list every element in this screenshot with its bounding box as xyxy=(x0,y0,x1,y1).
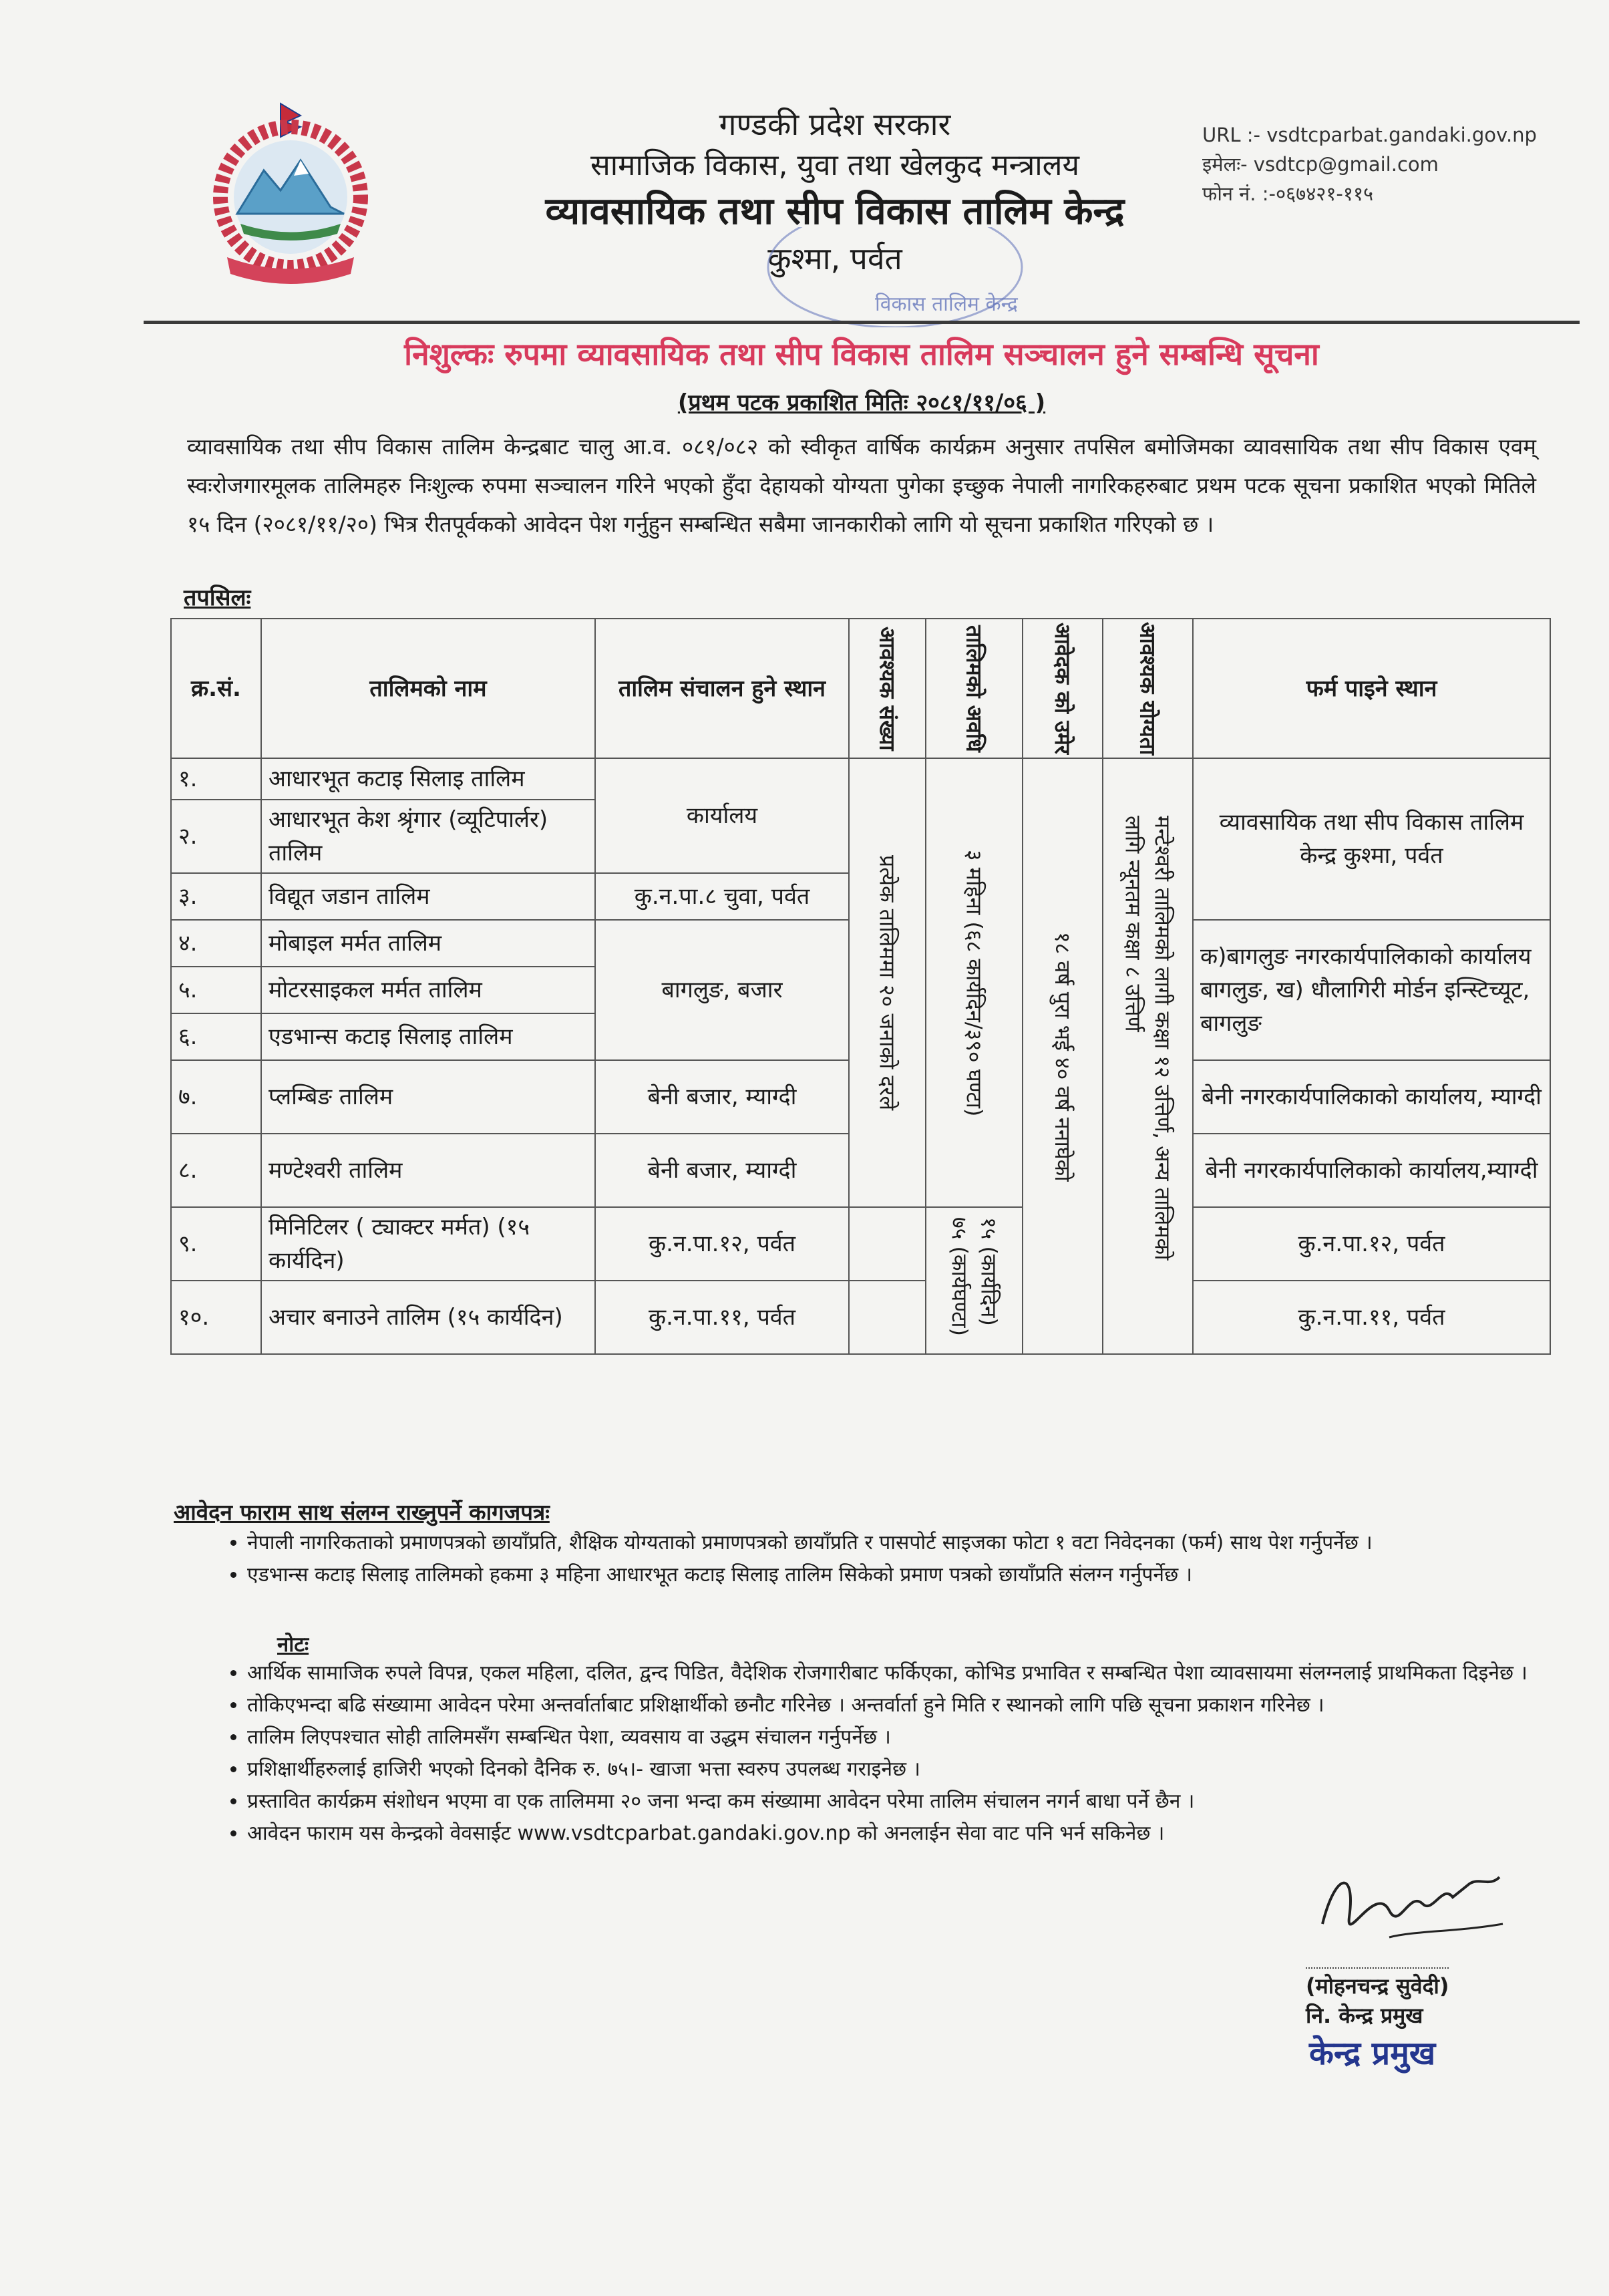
list-item: • प्रशिक्षार्थीहरुलाई हाजिरी भएको दिनको दैनिक रु. ७५।- खाजा भत्ता स्वरुप उपलब्ध गराइनेछ । xyxy=(247,1756,1536,1783)
documents-list xyxy=(227,1530,1536,1594)
row-venue: कु.न.पा.११, पर्वत xyxy=(595,1281,849,1354)
col-header-form-place: फर्म पाइने स्थान xyxy=(1193,619,1550,758)
signatory-block xyxy=(1306,1967,1449,2030)
documents-title: आवेदन फाराम साथ संलग्न राख्नुपर्ने कागजपत्रः xyxy=(174,1499,550,1525)
duration-short-text: १५ (कार्यदिन) ७५ (कार्यघण्टा) xyxy=(946,1217,1002,1337)
row-training-name: आधारभूत कटाइ सिलाइ तालिम xyxy=(261,758,595,800)
row-training-name: आधारभूत केश श्रृंगार (व्यूटिपार्लर) तालिम xyxy=(261,800,595,873)
col-header-qualification xyxy=(1103,619,1193,758)
handwritten-signature-icon xyxy=(1309,1857,1509,1957)
centre-location: कुश्मा, पर्वत xyxy=(767,240,902,277)
age-text: १८ वर्ष पुरा भई ४० वर्ष ननाघेको xyxy=(1050,931,1075,1182)
row-venue: बेनी बजार, म्याग्दी xyxy=(595,1060,849,1134)
col-header-duration xyxy=(926,619,1023,758)
row-qualification xyxy=(1103,758,1193,1354)
col-header-sn: क्र.सं. xyxy=(171,619,261,758)
row-form-place: कु.न.पा.११, पर्वत xyxy=(1193,1281,1550,1354)
signatory-name: (मोहनचन्द्र सुवेदी) xyxy=(1306,1967,1449,2001)
col-header-seats xyxy=(849,619,926,758)
centre-name: व्यावसायिक तथा सीप विकास तालिम केन्द्र xyxy=(545,190,1125,233)
contact-info xyxy=(1202,120,1537,208)
row-sn: २. xyxy=(171,800,261,873)
row-duration xyxy=(926,758,1023,1207)
list-item: • आर्थिक सामाजिक रुपले विपन्न, एकल महिला, दलित, द्वन्द पिडित, वैदेशिक रोजगारीबाट फर्किएका, कोभिड प्रभावित र सम्बन्धित पेशा व्यावसायमा संलग्नलाई प्राथमिकता दिइनेछ । xyxy=(247,1660,1536,1687)
col-header-name: तालिमको नाम xyxy=(261,619,595,758)
row-sn: ७. xyxy=(171,1060,261,1134)
province-name: गण्डकी प्रदेश सरकार xyxy=(719,106,951,142)
row-seats-empty xyxy=(849,1281,926,1354)
row-sn: १०. xyxy=(171,1281,261,1354)
duration-header-text: तालिमको अवधि xyxy=(961,625,987,752)
row-training-name: एडभान्स कटाइ सिलाइ तालिम xyxy=(261,1013,595,1060)
qualification-header-text: आवश्यक योग्यता xyxy=(1135,622,1161,756)
email-address[interactable]: इमेलः- vsdtcp@gmail.com xyxy=(1202,153,1439,176)
row-sn: ६. xyxy=(171,1013,261,1060)
note-label: नोटः xyxy=(277,1633,309,1657)
list-item: • एडभान्स कटाइ सिलाइ तालिमको हकमा ३ महिना आधारभूत कटाइ सिलाइ तालिम सिकेको प्रमाण पत्रको छायाँप्रति संलग्न गर्नुपर्नेछ । xyxy=(247,1562,1536,1589)
row-venue: बेनी बजार, म्याग्दी xyxy=(595,1134,849,1207)
row-sn: ५. xyxy=(171,967,261,1013)
row-training-name: अचार बनाउने तालिम (१५ कार्यदिन) xyxy=(261,1281,595,1354)
row-form-place: बेनी नगरकार्यपालिकाको कार्यालय, म्याग्दी xyxy=(1193,1060,1550,1134)
list-item: • तालिम लिएपश्चात सोही तालिमसँग सम्बन्धित पेशा, व्यवसाय वा उद्धम संचालन गर्नुपर्नेछ । xyxy=(247,1724,1536,1751)
notes-list xyxy=(227,1660,1536,1852)
ministry-name: सामाजिक विकास, युवा तथा खेलकुद मन्त्रालय xyxy=(590,148,1079,182)
publication-date xyxy=(144,386,1580,420)
intro-paragraph: व्यावसायिक तथा सीप विकास तालिम केन्द्रबाट चालु आ.व. ०८१/०८२ को स्वीकृत वार्षिक कार्यक्रम अनुसार तपसिल बमोजिमका व्यावसायिक तथा सीप विकास एवम् स्वःरोजगारमूलक तालिमहरु निःशुल्क रुपमा सञ्चालन गरिने भएको हुँदा देहायको योग्यता पुगेका इच्छुक नेपाली नागरिकहरुबाट प्रथम पटक सूचना प्रकाशित भएको मितिले १५ दिन (२०८१/११/२०) भित्र रीतपूर्वकको आवेदन पेश गर्नुहुन सम्बन्धित सबैमा जानकारीको लागि यो सूचना प्रकाशित गरिएको छ । xyxy=(187,434,1536,537)
publication-date-text: (प्रथम पटक प्रकाशित मितिः २०८१/११/०६ ) xyxy=(677,389,1046,416)
row-training-name: मोटरसाइकल मर्मत तालिम xyxy=(261,967,595,1013)
row-sn: ३. xyxy=(171,873,261,920)
row-venue: कु.न.पा.१२, पर्वत xyxy=(595,1207,849,1281)
schedule-label: तपसिलः xyxy=(184,585,251,611)
row-form-place: क)बागलुङ नगरकार्यपालिकाको कार्यालय बागलुङ, ख) धौलागिरी मोर्डन इन्स्टिच्यूट, बागलुङ xyxy=(1193,920,1550,1060)
row-venue: बागलुङ, बजार xyxy=(595,920,849,1060)
age-header-text: आवेदक को उमेर xyxy=(1050,623,1075,755)
row-form-place: बेनी नगरकार्यपालिकाको कार्यालय,म्याग्दी xyxy=(1193,1134,1550,1207)
phone-number: फोन नं. :-०६७४२१-११५ xyxy=(1202,182,1374,205)
duration-text: ३ महिना (६८ कार्यदिन/३९० घण्टा) xyxy=(961,849,987,1116)
signatory-role: नि. केन्द्र प्रमुख xyxy=(1306,2003,1423,2028)
row-sn: ९. xyxy=(171,1207,261,1281)
header-divider xyxy=(144,321,1580,324)
chief-stamp: केन्द्र प्रमुख xyxy=(1309,2035,1436,2072)
list-item: • प्रस्तावित कार्यक्रम संशोधन भएमा वा एक तालिममा २० जना भन्दा कम संख्यामा आवेदन परेमा तालिम संचालन नगर्न बाधा पर्ने छैन । xyxy=(247,1788,1536,1815)
website-url[interactable]: URL :- vsdtcparbat.gandaki.gov.np xyxy=(1202,124,1537,146)
row-training-name: मोबाइल मर्मत तालिम xyxy=(261,920,595,967)
row-sn: ८. xyxy=(171,1134,261,1207)
col-header-age xyxy=(1023,619,1103,758)
office-stamp-icon xyxy=(755,227,1035,327)
row-form-place: व्यावसायिक तथा सीप विकास तालिम केन्द्र कुश्मा, पर्वत xyxy=(1193,758,1550,920)
notice-title: निशुल्कः रुपमा व्यावसायिक तथा सीप विकास तालिम सञ्चालन हुने सम्बन्धि सूचना xyxy=(404,336,1319,372)
row-training-name: मिनिटिलर ( ट्याक्टर मर्मत) (१५ कार्यदिन) xyxy=(261,1207,595,1281)
qualification-text: मन्टेश्वरी तालिमको लागी कक्षा १२ उत्तिर्ण, अन्य तालिमको लागि न्यूनतम कक्षा ८ उत्तिर्ण xyxy=(1120,816,1176,1261)
row-age xyxy=(1023,758,1103,1354)
row-training-name: विद्यूत जडान तालिम xyxy=(261,873,595,920)
seats-header-text: आवश्यक संख्या xyxy=(874,626,900,751)
list-item: • नेपाली नागरिकताको प्रमाणपत्रको छायाँप्रति, शैक्षिक योग्यताको प्रमाणपत्रको छायाँप्रति र पासपोर्ट साइजका फोटा १ वटा निवेदनका (फर्म) साथ पेश गर्नुपर्नेछ । xyxy=(247,1530,1536,1556)
row-training-name: प्लम्बिङ तालिम xyxy=(261,1060,595,1134)
table-row xyxy=(171,1207,1550,1281)
col-header-venue: तालिम संचालन हुने स्थान xyxy=(595,619,849,758)
list-item: • आवेदन फाराम यस केन्द्रको वेवसाईट www.vsdtcparbat.gandaki.gov.np को अनलाईन सेवा वाट पनि भर्न सकिनेछ । xyxy=(247,1820,1536,1847)
row-seats-empty xyxy=(849,1207,926,1281)
row-sn: ४. xyxy=(171,920,261,967)
row-training-name: मण्टेश्वरी तालिम xyxy=(261,1134,595,1207)
nepal-government-emblem-icon xyxy=(200,97,381,297)
table-row xyxy=(171,758,1550,800)
row-form-place: कु.न.पा.१२, पर्वत xyxy=(1193,1207,1550,1281)
row-seats xyxy=(849,758,926,1207)
row-venue: कु.न.पा.८ चुवा, पर्वत xyxy=(595,873,849,920)
training-table xyxy=(170,618,1551,1355)
list-item: • तोकिएभन्दा बढि संख्यामा आवेदन परेमा अन्तर्वार्ताबाट प्रशिक्षार्थीको छनौट गरिनेछ । अन्तर्वार्ता हुने मिति र स्थानको लागि पछि सूचना प्रकाशन गरिनेछ । xyxy=(247,1692,1536,1719)
table-header-row xyxy=(171,619,1550,758)
seats-text: प्रत्येक तालिममा २० जनाको दरले xyxy=(874,855,900,1111)
row-sn: १. xyxy=(171,758,261,800)
row-duration xyxy=(926,1207,1023,1354)
row-venue: कार्यालय xyxy=(595,758,849,873)
table-row xyxy=(171,1281,1550,1354)
stamp-text: विकास तालिम केन्द्र xyxy=(875,293,1018,316)
